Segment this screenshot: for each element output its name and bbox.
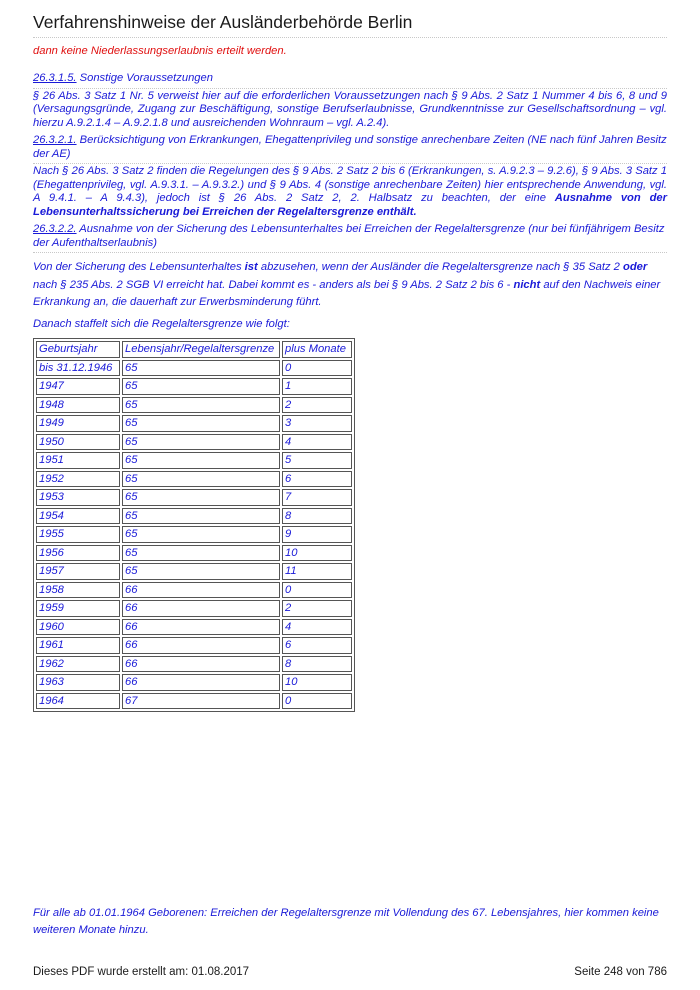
- table-header-cell: Lebensjahr/Regelaltersgrenze: [122, 341, 280, 358]
- geburtsjahr-cell: 1947: [36, 378, 120, 395]
- paragraph-bold: nicht: [513, 278, 541, 291]
- lebensjahr-cell: 66: [122, 674, 280, 691]
- lebensjahr-cell: 65: [122, 563, 280, 580]
- plus-monate-cell: 2: [282, 397, 352, 414]
- lebensjahr-cell: 65: [122, 489, 280, 506]
- lebensjahr-cell: 66: [122, 619, 280, 636]
- plus-monate-cell: 9: [282, 526, 352, 543]
- section-heading: [33, 72, 667, 89]
- section-body-text: Nach § 26 Abs. 3 Satz 2 finden die Regelungen des § 9 Abs. 2 Satz 2 bis 6 (Erkrankungen, s. A.9.2.3 – 9.2.6), § 9 Abs. 3 Satz 1 (Ehegattenprivileg, vgl. A.9.3.1. – A.9.3.2.) und § 9 Abs. 4 (sonstige anrechenbare Zeiten) hier entsprechende Anwendung, vgl. A 9.4.1. – A 9.4.3), jedoch ist § 26 Abs. 2 Satz 2, 2. Halbsatz zu beachten, der eine: [33, 165, 667, 204]
- table-row: [36, 674, 352, 691]
- plus-monate-cell: 11: [282, 563, 352, 580]
- table-row: [36, 526, 352, 543]
- geburtsjahr-cell: 1948: [36, 397, 120, 414]
- plus-monate-cell: 10: [282, 674, 352, 691]
- geburtsjahr-cell: 1958: [36, 582, 120, 599]
- paragraph-regelaltersgrenze: [33, 259, 667, 312]
- geburtsjahr-cell: 1964: [36, 693, 120, 710]
- table-row: [36, 637, 352, 654]
- lebensjahr-cell: 65: [122, 508, 280, 525]
- geburtsjahr-cell: 1956: [36, 545, 120, 562]
- section-heading-text: Berücksichtigung von Erkrankungen, Ehegattenprivileg und sonstige anrechenbare Zeiten (NE nach fünf Jahren Besitz der AE): [33, 134, 667, 160]
- section-number-link[interactable]: 26.3.1.5.: [33, 72, 77, 84]
- paragraph-text: Von der Sicherung des Lebensunterhaltes: [33, 261, 245, 273]
- geburtsjahr-cell: 1952: [36, 471, 120, 488]
- lebensjahr-cell: 65: [122, 378, 280, 395]
- plus-monate-cell: 0: [282, 693, 352, 710]
- table-row: [36, 489, 352, 506]
- footer-page-number: Seite 248 von 786: [574, 966, 667, 978]
- geburtsjahr-cell: 1949: [36, 415, 120, 432]
- table-row: [36, 415, 352, 432]
- table-row: [36, 563, 352, 580]
- table-row: [36, 360, 352, 377]
- lebensjahr-cell: 65: [122, 415, 280, 432]
- lebensjahr-cell: 65: [122, 397, 280, 414]
- paragraph-text: auf den Nachweis einer Erkrankung an, die dauerhaft zur Erwerbsminderung führt.: [33, 278, 661, 308]
- table-row: [36, 619, 352, 636]
- paragraph-bold: oder: [623, 261, 648, 273]
- section-26-3-2-1: [33, 134, 667, 219]
- geburtsjahr-cell: 1953: [36, 489, 120, 506]
- plus-monate-cell: 1: [282, 378, 352, 395]
- geburtsjahr-cell: 1950: [36, 434, 120, 451]
- lebensjahr-cell: 66: [122, 600, 280, 617]
- table-row: [36, 452, 352, 469]
- plus-monate-cell: 7: [282, 489, 352, 506]
- geburtsjahr-cell: 1955: [36, 526, 120, 543]
- lebensjahr-cell: 65: [122, 434, 280, 451]
- geburtsjahr-cell: 1957: [36, 563, 120, 580]
- lebensjahr-cell: 65: [122, 526, 280, 543]
- section-26-3-2-2: [33, 223, 667, 253]
- table-row: [36, 656, 352, 673]
- plus-monate-cell: 0: [282, 582, 352, 599]
- lebensjahr-cell: 65: [122, 471, 280, 488]
- plus-monate-cell: 5: [282, 452, 352, 469]
- geburtsjahr-cell: 1962: [36, 656, 120, 673]
- footer-created-date: Dieses PDF wurde erstellt am: 01.08.2017: [33, 966, 250, 978]
- plus-monate-cell: 4: [282, 619, 352, 636]
- regelaltersgrenze-table: [33, 338, 355, 712]
- table-row: [36, 693, 352, 710]
- lebensjahr-cell: 65: [122, 452, 280, 469]
- section-number-link[interactable]: 26.3.2.2.: [33, 223, 77, 235]
- plus-monate-cell: 10: [282, 545, 352, 562]
- table-row: [36, 378, 352, 395]
- paragraph-bold: ist: [244, 261, 258, 273]
- geburtsjahr-cell: 1959: [36, 600, 120, 617]
- section-26-3-1-5: [33, 72, 667, 130]
- lebensjahr-cell: 66: [122, 656, 280, 673]
- table-row: [36, 582, 352, 599]
- table-row: [36, 397, 352, 414]
- lebensjahr-cell: 65: [122, 545, 280, 562]
- plus-monate-cell: 8: [282, 508, 352, 525]
- lebensjahr-cell: 65: [122, 360, 280, 377]
- section-number-link[interactable]: 26.3.2.1.: [33, 134, 77, 146]
- plus-monate-cell: 3: [282, 415, 352, 432]
- title-divider: [33, 37, 667, 38]
- section-heading-text: Sonstige Voraussetzungen: [76, 72, 213, 84]
- plus-monate-cell: 6: [282, 471, 352, 488]
- geburtsjahr-cell: 1960: [36, 619, 120, 636]
- table-intro: Danach staffelt sich die Regelaltersgrenze wie folgt:: [33, 318, 290, 330]
- geburtsjahr-cell: 1961: [36, 637, 120, 654]
- section-body-bold: Ausnahme von der Lebensunterhaltssicherung bei Erreichen der Regelaltersgrenze enthält.: [33, 192, 667, 218]
- table-header-cell: Geburtsjahr: [36, 341, 120, 358]
- plus-monate-cell: 8: [282, 656, 352, 673]
- paragraph-text: nach § 235 Abs. 2 SGB VI erreicht hat. Dabei kommt es - anders als bei § 9 Abs. 2 Satz 2 bis 6 -: [33, 278, 514, 291]
- geburtsjahr-cell: 1954: [36, 508, 120, 525]
- table-row: [36, 600, 352, 617]
- paragraph-text: abzusehen, wenn der Ausländer die Regelaltersgrenze nach § 35 Satz 2: [257, 261, 624, 273]
- table-row: [36, 471, 352, 488]
- page-title: Verfahrenshinweise der Ausländerbehörde Berlin: [33, 12, 413, 32]
- intro-text: dann keine Niederlassungserlaubnis erteilt werden.: [33, 45, 287, 57]
- plus-monate-cell: 6: [282, 637, 352, 654]
- lebensjahr-cell: 66: [122, 637, 280, 654]
- table-row: [36, 434, 352, 451]
- table-header-cell: plus Monate: [282, 341, 352, 358]
- geburtsjahr-cell: 1963: [36, 674, 120, 691]
- section-heading: [33, 134, 667, 164]
- geburtsjahr-cell: 1951: [36, 452, 120, 469]
- lebensjahr-cell: 66: [122, 582, 280, 599]
- lebensjahr-cell: 67: [122, 693, 280, 710]
- plus-monate-cell: 2: [282, 600, 352, 617]
- table-row: [36, 545, 352, 562]
- section-heading: [33, 223, 667, 253]
- geburtsjahr-cell: bis 31.12.1946: [36, 360, 120, 377]
- section-body: [33, 165, 667, 219]
- section-heading-text: Ausnahme von der Sicherung des Lebensunterhaltes bei Erreichen der Regelaltersgrenze (nur bei fünfjährigem Besitz der Aufenthaltserlaubnis): [33, 223, 665, 249]
- section-body: § 26 Abs. 3 Satz 1 Nr. 5 verweist hier auf die erforderlichen Voraussetzungen nach § 9 Abs. 2 Satz 1 Nummer 4 bis 6, 8 und 9 (Versagungsgründe, Zugang zur Beschäftigung, sonstige Berufserlaubnisse, Grundkenntnisse zur Gesellschaftsordnung – vgl. hierzu A.9.2.1.4 – A.9.2.1.8 und ausreichenden Wohnraum – vgl. A.2.4).: [33, 89, 667, 129]
- table-header-row: [36, 341, 352, 358]
- closing-note: Für alle ab 01.01.1964 Geborenen: Erreichen der Regelaltersgrenze mit Vollendung des 67. Lebensjahres, hier kommen keine weiteren Monate hinzu.: [33, 907, 659, 936]
- table-row: [36, 508, 352, 525]
- plus-monate-cell: 0: [282, 360, 352, 377]
- plus-monate-cell: 4: [282, 434, 352, 451]
